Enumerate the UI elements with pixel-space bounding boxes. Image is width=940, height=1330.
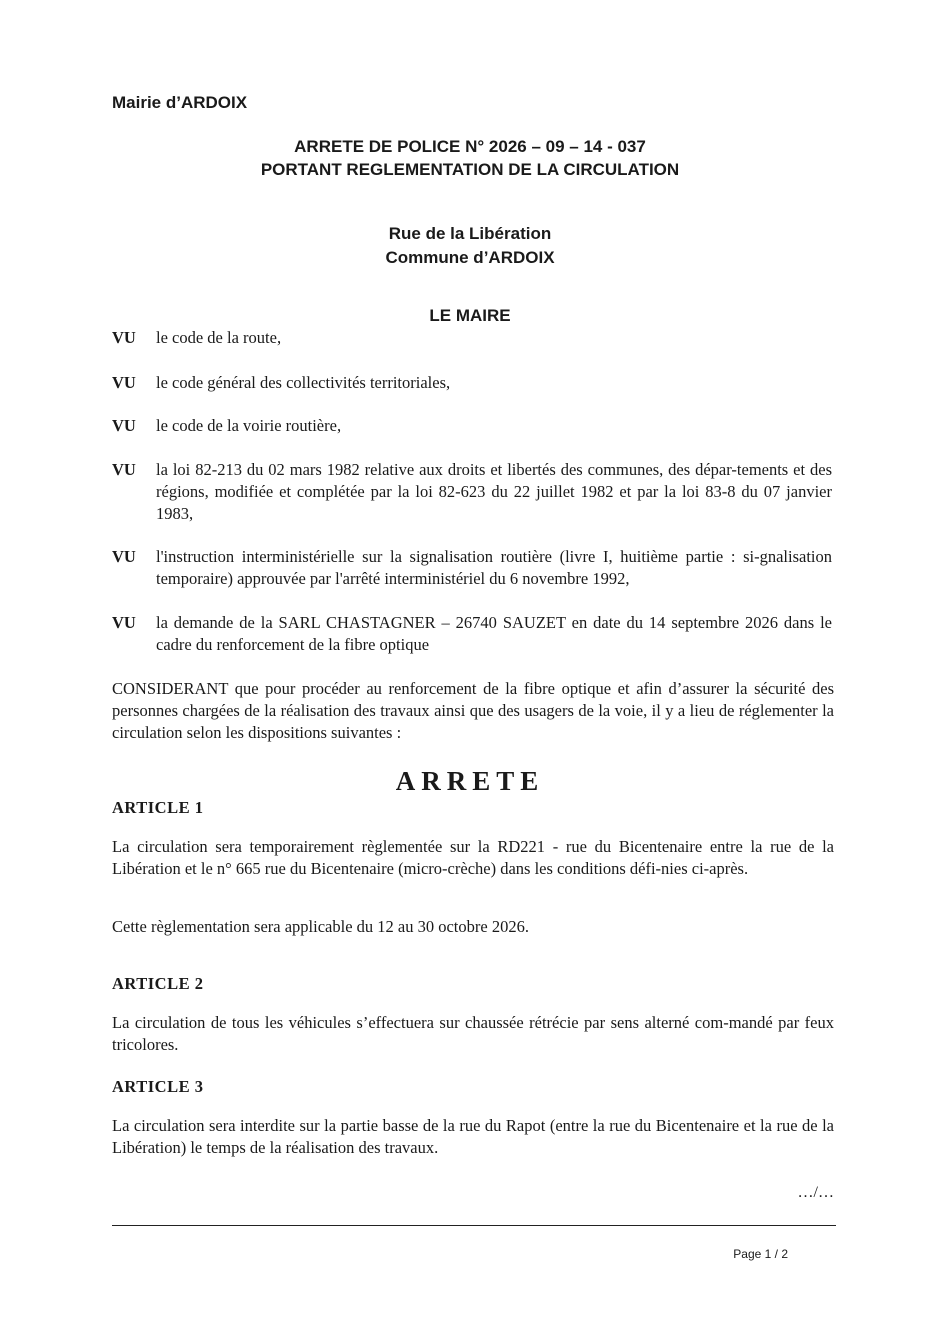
vu-clause [112,415,832,437]
vu-keyword: VU [112,613,136,632]
decree-title [180,135,760,181]
article-2-paragraph: La circulation de tous les véhicules s’effectuera sur chaussée rétrécie par sens alterné com-mandé par feux tricolores. [112,1013,834,1054]
considerant-paragraph: CONSIDERANT que pour procéder au renforcement de la fibre optique et afin d’assurer la sécurité des personnes chargées de la réalisation des travaux ainsi que des usagers de la voie, il y a lieu de réglementer la circulation selon les dispositions suivantes : [112,679,834,742]
vu-clause [112,459,832,525]
decree-title-line-1: ARRETE DE POLICE N° 2026 – 09 – 14 - 037 [294,137,646,156]
article-1-paragraph: La circulation sera temporairement règlementée sur la RD221 - rue du Bicentenaire entre la rue de la Libération et le n° 665 rue du Bicentenaire (micro-crèche) dans les conditions défi-nies ci-après. [112,837,834,878]
vu-keyword: VU [112,547,136,566]
article-3-title: ARTICLE 3 [112,1077,204,1096]
vu-text: la loi 82-213 du 02 mars 1982 relative aux droits et libertés des communes, des dépar-tements et des régions, modifiée et complétée par la loi 82-623 du 22 juillet 1982 et par la loi 83-8 du 07 janvier 1983, [156,460,832,523]
footer-divider [112,1225,836,1226]
vu-keyword: VU [112,416,136,435]
page-number: Page 1 / 2 [733,1247,788,1261]
vu-text: la demande de la SARL CHASTAGNER – 26740 SAUZET en date du 14 septembre 2026 dans le cadre du renforcement de la fibre optique [156,613,832,654]
vu-text: le code général des collectivités territoriales, [156,373,451,392]
vu-clause [112,612,832,656]
commune-name: Commune d’ARDOIX [385,248,555,267]
issuer: Mairie d’ARDOIX [112,93,248,112]
vu-text: le code de la route, [156,328,282,347]
article-1-paragraph: Cette règlementation sera applicable du 12 au 30 octobre 2026. [112,917,529,936]
authority-heading: LE MAIRE [429,306,511,325]
vu-clause [112,327,832,349]
vu-clause [112,546,832,590]
vu-text: l'instruction interministérielle sur la signalisation routière (livre I, huitième partie : si-gnalisation temporaire) approuvée par l'arrêté interministériel du 6 novembre 1992, [156,547,832,588]
vu-clause [112,372,832,394]
decree-heading: ARRETE [395,766,545,796]
vu-keyword: VU [112,328,136,347]
article-3-paragraph: La circulation sera interdite sur la partie basse de la rue du Rapot (entre la rue du Bicentenaire et la rue de la Libération) le temps de la réalisation des travaux. [112,1116,834,1157]
continuation-mark: …/… [797,1184,834,1201]
decree-title-line-2: PORTANT REGLEMENTATION DE LA CIRCULATION [260,160,680,179]
vu-keyword: VU [112,373,136,392]
vu-keyword: VU [112,460,136,479]
article-2-title: ARTICLE 2 [112,974,204,993]
vu-text: le code de la voirie routière, [156,416,342,435]
street-name: Rue de la Libération [388,224,552,243]
location-block [320,222,620,270]
article-1-title: ARTICLE 1 [112,798,204,817]
